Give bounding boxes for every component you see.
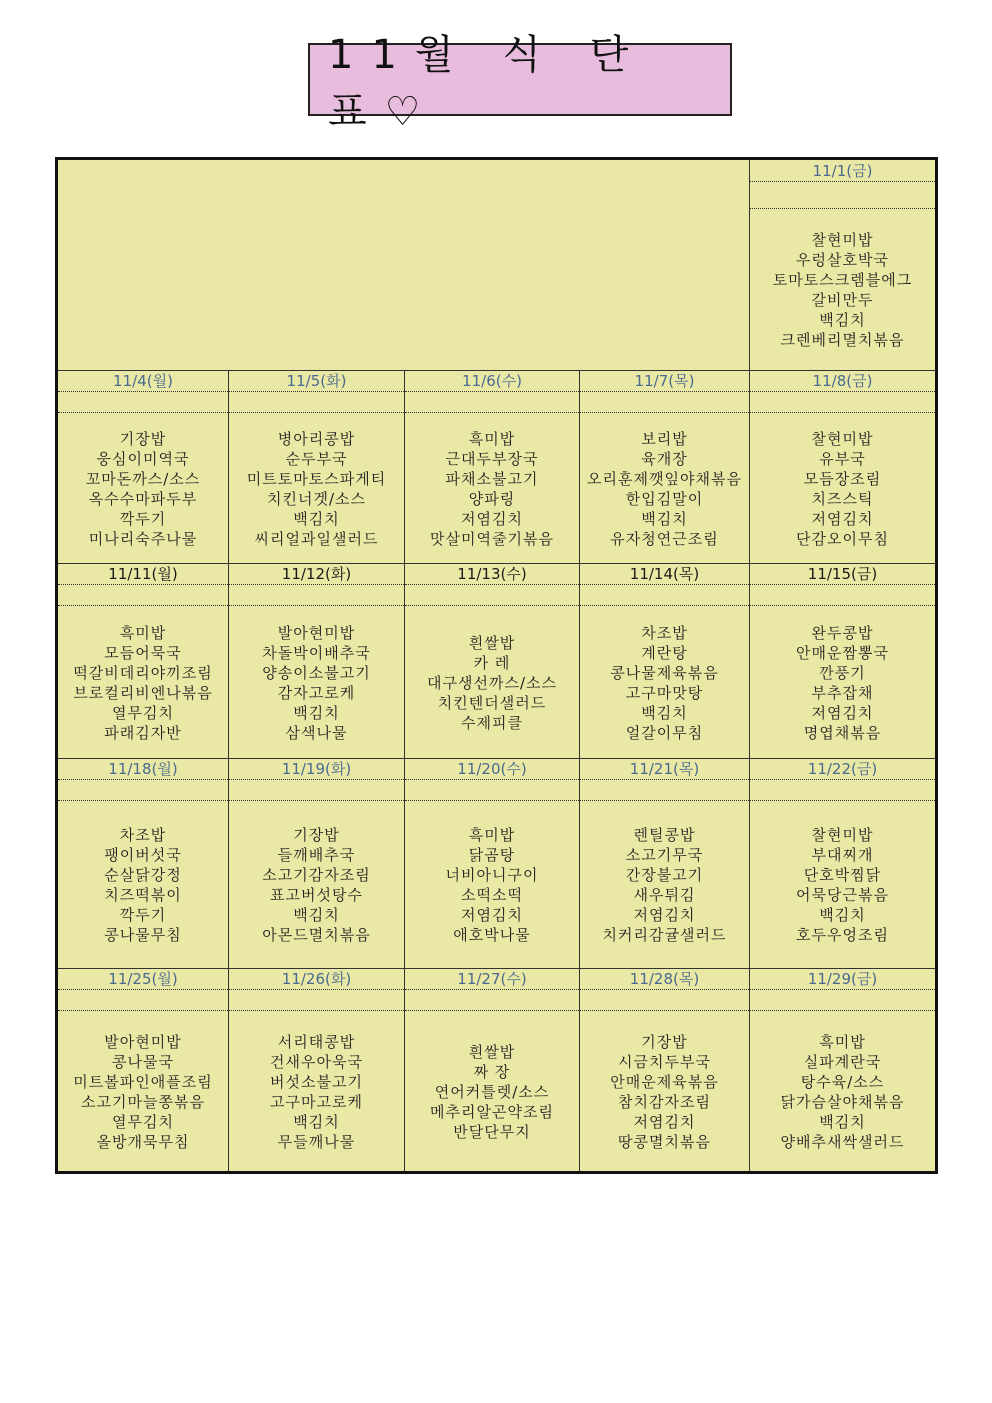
menu-item: 치즈떡볶이: [104, 886, 182, 904]
menu-item: 단감오이무침: [796, 529, 889, 548]
menu-list: [580, 802, 749, 968]
menu-item: 감자고로케: [277, 683, 356, 702]
menu-item: 백김치: [293, 906, 340, 924]
menu-item: 완두콩밥: [811, 623, 874, 642]
blank-row: [405, 781, 579, 801]
day-date: 11/5(화): [229, 370, 404, 392]
menu-item: 소떡소떡: [461, 886, 523, 904]
menu-item: 수제피클: [461, 713, 523, 732]
menu-item: 연어커틀렛/소스: [434, 1082, 550, 1101]
menu-item: 렌틸콩밥: [633, 826, 696, 844]
menu-item: 저염김치: [633, 1112, 696, 1131]
menu-item: 한입김말이: [625, 489, 704, 508]
menu-item: 고구마맛탕: [625, 683, 704, 702]
day-date: 11/14(목): [580, 563, 749, 585]
page-title: 11월 식 단 표♡: [328, 31, 647, 135]
menu-item: 기장밥: [641, 1032, 688, 1051]
menu-item: 짜 장: [473, 1062, 511, 1081]
day-cell: [750, 563, 935, 758]
menu-item: 애호박나물: [453, 926, 531, 944]
day-date: 11/12(화): [229, 563, 404, 585]
menu-item: 열무김치: [112, 1112, 174, 1131]
menu-list: [229, 802, 404, 968]
menu-item: 아몬드멸치볶음: [262, 926, 371, 944]
menu-item: 참치감자조림: [618, 1092, 711, 1111]
day-cell: [405, 563, 580, 758]
menu-item: 순살닭강정: [104, 866, 182, 884]
menu-item: 흑미밥: [468, 429, 516, 448]
menu-item: 양송이소불고기: [262, 663, 371, 682]
menu-item: 저염김치: [633, 906, 696, 924]
day-date: 11/8(금): [750, 370, 935, 392]
menu-list: [750, 607, 935, 758]
menu-list: [750, 802, 935, 968]
menu-list: [58, 1012, 228, 1171]
blank-row: [750, 393, 935, 413]
menu-item: 건새우아욱국: [270, 1052, 363, 1071]
menu-item: 차조밥: [641, 623, 688, 642]
menu-item: 파채소불고기: [445, 469, 539, 488]
menu-item: 호두우엉조림: [796, 926, 889, 944]
menu-item: 근대두부장국: [445, 449, 539, 468]
menu-item: 씨리얼과일샐러드: [254, 529, 379, 548]
day-cell: [58, 563, 229, 758]
menu-item: 백김치: [293, 509, 340, 528]
menu-list: [580, 607, 749, 758]
blank-row: [405, 991, 579, 1011]
menu-item: 새우튀김: [633, 886, 696, 904]
menu-item: 저염김치: [811, 703, 874, 722]
menu-item: 부대찌개: [811, 846, 874, 864]
day-date: 11/18(월): [58, 758, 228, 780]
menu-item: 찰현미밥: [811, 231, 874, 249]
day-date: 11/22(금): [750, 758, 935, 780]
blank-row: [580, 586, 749, 606]
day-date: 11/25(월): [58, 968, 228, 990]
menu-item: 발아현미밥: [104, 1032, 182, 1051]
day-cell: [750, 160, 935, 370]
menu-item: 부추잡채: [811, 683, 874, 702]
menu-item: 흑미밥: [119, 623, 167, 642]
menu-item: 탕수육/소스: [800, 1072, 885, 1091]
menu-item: 깍두기: [119, 509, 167, 528]
day-date: 11/6(수): [405, 370, 579, 392]
menu-item: 계란탕: [641, 643, 688, 662]
menu-item: 깍두기: [119, 906, 167, 924]
menu-item: 콩나물국: [112, 1052, 174, 1071]
menu-item: 미트토마토스파게티: [246, 469, 387, 488]
menu-list: [405, 414, 579, 563]
blank-row: [405, 586, 579, 606]
menu-list: [229, 1012, 404, 1171]
menu-list: [580, 1012, 749, 1171]
menu-item: 닭곰탕: [468, 846, 516, 864]
menu-item: 양배추새싹샐러드: [780, 1132, 905, 1151]
menu-item: 반달단무지: [453, 1122, 531, 1141]
day-date: 11/7(목): [580, 370, 749, 392]
menu-item: 백김치: [293, 703, 340, 722]
menu-item: 병아리콩밥: [277, 429, 356, 448]
menu-item: 옥수수마파두부: [88, 489, 198, 508]
blank-row: [229, 991, 404, 1011]
menu-item: 백김치: [819, 1112, 866, 1131]
blank-row: [58, 991, 228, 1011]
menu-item: 토마토스크렘블에그: [772, 271, 913, 289]
day-date: 11/19(화): [229, 758, 404, 780]
menu-item: 기장밥: [293, 826, 340, 844]
blank-row: [750, 781, 935, 801]
blank-row: [405, 393, 579, 413]
menu-item: 모듬어묵국: [104, 643, 182, 662]
menu-item: 안매운제육볶음: [610, 1072, 719, 1091]
menu-item: 차조밥: [119, 826, 167, 844]
menu-item: 치킨텐더샐러드: [437, 693, 547, 712]
menu-item: 크렌베리멸치볶음: [780, 331, 905, 349]
blank-row: [750, 991, 935, 1011]
day-cell: [405, 758, 580, 968]
day-date: 11/26(화): [229, 968, 404, 990]
menu-item: 백김치: [819, 906, 866, 924]
day-date: 11/4(월): [58, 370, 228, 392]
day-date: 11/13(수): [405, 563, 579, 585]
menu-item: 보리밥: [641, 429, 688, 448]
menu-item: 브로컬리비엔나볶음: [73, 683, 213, 702]
menu-item: 우렁살호박국: [796, 251, 889, 269]
menu-item: 안매운짬뽕국: [796, 643, 889, 662]
menu-item: 실파계란국: [803, 1052, 882, 1071]
blank-row: [58, 586, 228, 606]
menu-item: 맛살미역줄기볶음: [430, 529, 554, 548]
menu-item: 깐풍기: [819, 663, 866, 682]
menu-item: 버섯소불고기: [270, 1072, 363, 1091]
menu-item: 흰쌀밥: [468, 633, 516, 652]
menu-list: [405, 1012, 579, 1171]
day-date: 11/27(수): [405, 968, 579, 990]
menu-item: 땅콩멸치볶음: [618, 1132, 711, 1151]
menu-item: 대구생선까스/소스: [427, 673, 557, 692]
menu-item: 카 레: [473, 653, 511, 672]
menu-item: 닭가슴살야채볶음: [780, 1092, 905, 1111]
menu-item: 육개장: [641, 449, 688, 468]
menu-item: 흑미밥: [468, 826, 516, 844]
menu-list: [405, 802, 579, 968]
menu-item: 올방개묵무침: [96, 1132, 190, 1151]
day-date: 11/20(수): [405, 758, 579, 780]
menu-item: 흑미밥: [819, 1032, 866, 1051]
day-cell: [229, 563, 405, 758]
menu-item: 모듬장조림: [803, 469, 882, 488]
menu-list: [750, 1012, 935, 1171]
menu-item: 웅심이미역국: [96, 449, 190, 468]
menu-item: 열무김치: [112, 703, 174, 722]
blank-row: [580, 991, 749, 1011]
day-date: 11/11(월): [58, 563, 228, 585]
blank-row: [58, 393, 228, 413]
blank-row: [229, 781, 404, 801]
menu-item: 갈비만두: [811, 291, 874, 309]
day-cell: [405, 968, 580, 1171]
day-cell: [750, 758, 935, 968]
day-cell: [580, 563, 750, 758]
menu-item: 백김치: [641, 509, 688, 528]
day-cell: [750, 370, 935, 563]
menu-list: [405, 607, 579, 758]
menu-item: 서리태콩밥: [277, 1032, 356, 1051]
menu-item: 무들깨나물: [277, 1132, 356, 1151]
day-cell: [580, 370, 750, 563]
menu-item: 파래김자반: [104, 723, 182, 742]
menu-item: 유부국: [819, 449, 866, 468]
menu-item: 삼색나물: [285, 723, 348, 742]
menu-item: 발아현미밥: [277, 623, 356, 642]
day-date: 11/29(금): [750, 968, 935, 990]
day-cell: [580, 968, 750, 1171]
menu-item: 소고기무국: [625, 846, 704, 864]
menu-item: 양파링: [468, 489, 516, 508]
title-banner: [308, 31, 732, 135]
menu-item: 떡갈비데리야끼조림: [73, 663, 213, 682]
menu-list: [750, 210, 935, 370]
menu-item: 단호박찜닭: [803, 866, 882, 884]
menu-item: 표고버섯탕수: [270, 886, 363, 904]
empty-area: [58, 160, 750, 370]
menu-item: 미트볼파인애플조림: [73, 1072, 213, 1091]
menu-item: 너비아니구이: [445, 866, 539, 884]
menu-item: 꼬마돈까스/소스: [85, 469, 201, 488]
menu-item: 오리훈제깻잎야채볶음: [587, 469, 742, 488]
menu-item: 치즈스틱: [811, 489, 874, 508]
menu-item: 소고기감자조림: [262, 866, 371, 884]
menu-item: 저염김치: [461, 906, 523, 924]
blank-row: [229, 393, 404, 413]
day-cell: [229, 968, 405, 1171]
menu-item: 백김치: [293, 1112, 340, 1131]
menu-item: 백김치: [641, 703, 688, 722]
menu-item: 차돌박이배추국: [262, 643, 371, 662]
menu-item: 소고기마늘쫑볶음: [81, 1092, 205, 1111]
menu-item: 유자청연근조림: [610, 529, 719, 548]
menu-item: 저염김치: [811, 509, 874, 528]
menu-list: [58, 414, 228, 563]
blank-row: [58, 781, 228, 801]
menu-list: [58, 802, 228, 968]
menu-item: 콩나물무침: [104, 926, 182, 944]
day-cell: [58, 758, 229, 968]
menu-item: 찰현미밥: [811, 429, 874, 448]
menu-item: 순두부국: [285, 449, 348, 468]
day-date: 11/1(금): [750, 160, 935, 182]
menu-item: 흰쌀밥: [468, 1042, 516, 1061]
blank-row: [580, 393, 749, 413]
menu-item: 콩나물제육볶음: [610, 663, 719, 682]
menu-list: [229, 607, 404, 758]
menu-calendar-grid: [55, 157, 938, 1174]
menu-item: 치커리감귤샐러드: [602, 926, 727, 944]
menu-item: 어묵당근볶음: [796, 886, 889, 904]
blank-row: [750, 183, 935, 209]
day-cell: [580, 758, 750, 968]
menu-list: [750, 414, 935, 563]
day-date: 11/21(목): [580, 758, 749, 780]
menu-item: 명엽채볶음: [803, 723, 882, 742]
menu-item: 미나리숙주나물: [88, 529, 198, 548]
menu-item: 찰현미밥: [811, 826, 874, 844]
menu-item: 저염김치: [461, 509, 523, 528]
day-cell: [750, 968, 935, 1171]
day-cell: [58, 968, 229, 1171]
menu-item: 팽이버섯국: [104, 846, 182, 864]
day-cell: [58, 370, 229, 563]
menu-list: [229, 414, 404, 563]
menu-list: [58, 607, 228, 758]
day-date: 11/28(목): [580, 968, 749, 990]
menu-item: 치킨너겟/소스: [267, 489, 366, 508]
blank-row: [229, 586, 404, 606]
menu-item: 백김치: [819, 311, 866, 329]
day-date: 11/15(금): [750, 563, 935, 585]
menu-item: 메추리알곤약조림: [430, 1102, 554, 1121]
blank-row: [580, 781, 749, 801]
menu-item: 들깨배추국: [277, 846, 356, 864]
menu-list: [580, 414, 749, 563]
day-cell: [229, 370, 405, 563]
menu-item: 고구마고로케: [270, 1092, 363, 1111]
day-cell: [405, 370, 580, 563]
blank-row: [750, 586, 935, 606]
menu-item: 시금치두부국: [618, 1052, 711, 1071]
menu-item: 얼갈이무침: [625, 723, 704, 742]
day-cell: [229, 758, 405, 968]
menu-item: 기장밥: [119, 429, 167, 448]
menu-item: 간장불고기: [625, 866, 704, 884]
